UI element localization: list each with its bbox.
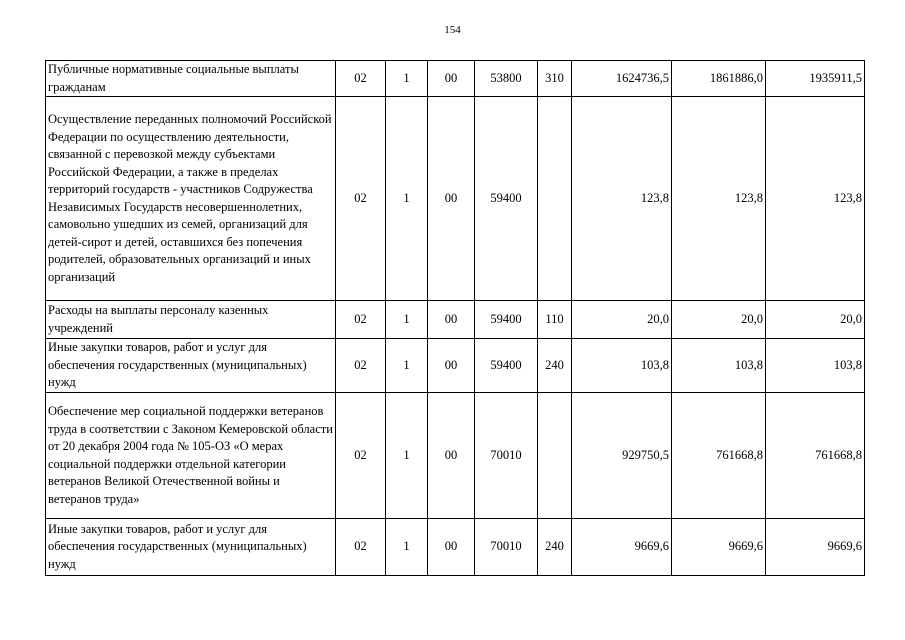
section-code: 02 xyxy=(336,61,386,97)
program-code: 00 xyxy=(428,339,475,393)
amount-year-1: 1624736,5 xyxy=(572,61,672,97)
amount-year-2: 9669,6 xyxy=(672,519,766,576)
amount-year-2: 20,0 xyxy=(672,301,766,339)
program-code: 00 xyxy=(428,97,475,301)
direction-code: 59400 xyxy=(475,339,538,393)
direction-code: 70010 xyxy=(475,393,538,519)
program-code: 00 xyxy=(428,301,475,339)
amount-year-2: 123,8 xyxy=(672,97,766,301)
amount-year-1: 103,8 xyxy=(572,339,672,393)
budget-table xyxy=(45,60,865,576)
expense-type-code: 240 xyxy=(538,519,572,576)
amount-year-3: 9669,6 xyxy=(766,519,865,576)
row-name: Иные закупки товаров, работ и услуг для обеспечения государственных (муниципальных) нужд xyxy=(46,339,336,393)
expense-type-code: 110 xyxy=(538,301,572,339)
subsection-code: 1 xyxy=(386,393,428,519)
table-row xyxy=(46,61,865,97)
section-code: 02 xyxy=(336,393,386,519)
program-code: 00 xyxy=(428,393,475,519)
table-row xyxy=(46,301,865,339)
section-code: 02 xyxy=(336,339,386,393)
amount-year-1: 123,8 xyxy=(572,97,672,301)
amount-year-1: 929750,5 xyxy=(572,393,672,519)
subsection-code: 1 xyxy=(386,301,428,339)
row-name: Осуществление переданных полномочий Российской Федерации по осуществлению деятельности, связанной с перевозкой между субъектами Российской Федерации, а также в пределах территорий государств - участников Содружества Независимых Государств несовершеннолетних, самовольно ушедших из семей, организаций для детей-сирот и детей, оставшихся без попечения родителей, образовательных организаций и иных организаций xyxy=(46,97,336,301)
subsection-code: 1 xyxy=(386,339,428,393)
row-name: Обеспечение мер социальной поддержки ветеранов труда в соответствии с Законом Кемеровской области от 20 декабря 2004 года № 105-ОЗ «О мерах социальной поддержки отдельной категории ветеранов Великой Отечественной войны и ветеранов труда» xyxy=(46,393,336,519)
section-code: 02 xyxy=(336,519,386,576)
subsection-code: 1 xyxy=(386,97,428,301)
page-number: 154 xyxy=(444,24,461,36)
expense-type-code: 240 xyxy=(538,339,572,393)
row-name: Расходы на выплаты персоналу казенных учреждений xyxy=(46,301,336,339)
row-name: Иные закупки товаров, работ и услуг для обеспечения государственных (муниципальных) нужд xyxy=(46,519,336,576)
direction-code: 59400 xyxy=(475,301,538,339)
section-code: 02 xyxy=(336,97,386,301)
amount-year-1: 20,0 xyxy=(572,301,672,339)
amount-year-3: 1935911,5 xyxy=(766,61,865,97)
expense-type-code xyxy=(538,97,572,301)
expense-type-code xyxy=(538,393,572,519)
amount-year-3: 761668,8 xyxy=(766,393,865,519)
amount-year-3: 20,0 xyxy=(766,301,865,339)
direction-code: 53800 xyxy=(475,61,538,97)
table-row xyxy=(46,393,865,519)
program-code: 00 xyxy=(428,61,475,97)
subsection-code: 1 xyxy=(386,61,428,97)
amount-year-2: 761668,8 xyxy=(672,393,766,519)
direction-code: 59400 xyxy=(475,97,538,301)
amount-year-2: 1861886,0 xyxy=(672,61,766,97)
amount-year-1: 9669,6 xyxy=(572,519,672,576)
table-row xyxy=(46,97,865,301)
expense-type-code: 310 xyxy=(538,61,572,97)
table-row xyxy=(46,519,865,576)
program-code: 00 xyxy=(428,519,475,576)
amount-year-3: 103,8 xyxy=(766,339,865,393)
subsection-code: 1 xyxy=(386,519,428,576)
amount-year-2: 103,8 xyxy=(672,339,766,393)
row-name: Публичные нормативные социальные выплаты гражданам xyxy=(46,61,336,97)
section-code: 02 xyxy=(336,301,386,339)
direction-code: 70010 xyxy=(475,519,538,576)
amount-year-3: 123,8 xyxy=(766,97,865,301)
table-row xyxy=(46,339,865,393)
